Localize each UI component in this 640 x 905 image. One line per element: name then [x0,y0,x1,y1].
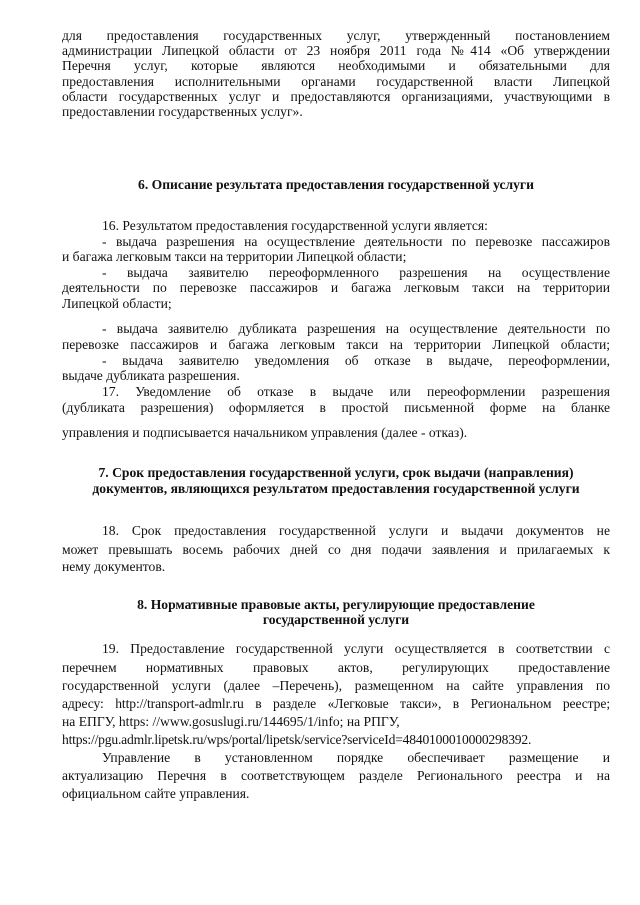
text-line: может превышать восемь рабочих дней со дня подачи заявления и прилагаемых к [62,542,610,557]
text-line: актуализацию Перечня в соответствующем разделе Регионального реестра и на [62,768,610,783]
text-line: официальном сайте управления. [62,786,250,801]
text-line: нему документов. [62,559,166,574]
text-line: государственной услуги (далее –Перечень), размещенном на сайте управления по [62,678,610,693]
text-line: - выдача разрешения на осуществление деятельности по перевозке пассажиров [102,234,610,249]
text-line: области государственных услуг и предоставляются организациями, участвующими в [62,89,610,104]
text-line: перевозке пассажиров и багажа легковым такси на территории Липецкой области; [62,337,610,352]
text-line: 17. Уведомление об отказе в выдаче или переоформлении разрешения [102,384,610,399]
text-line: для предоставления государственных услуг, утвержденный постановлением [62,28,610,43]
text-line: https://pgu.admlr.lipetsk.ru/wps/portal/lipetsk/service?serviceId=4840100010000298392. [62,732,532,747]
text-line: на ЕПГУ, https: //www.gosuslugi.ru/144695/1/info; на РПГУ, [62,714,400,729]
text-line: предоставления исполнительными органами государственной власти Липецкой [62,74,610,89]
paragraph-16: 16. Результатом предоставления государственной услуги является: [102,218,488,233]
text-line: Управление в установленном порядке обеспечивает размещение и [102,750,610,765]
text-line: - выдача заявителю дубликата разрешения на осуществление деятельности по [102,321,610,336]
text-line: предоставлении государственных услуг». [62,104,303,119]
heading-line: государственной услуги [262,612,410,627]
text-line: Перечня услуг, которые являются необходимыми и обязательными для [62,58,610,73]
text-line: выдаче дубликата разрешения. [62,368,240,383]
text-line: адресу: http://transport-admlr.ru в разделе «Легковые такси», в Региональном реестре; [62,696,610,711]
text-line: - выдача заявителю переоформленного разрешения на осуществление [102,265,610,280]
text-line: - выдача заявителю уведомления об отказе в выдаче, переоформлении, [102,353,610,368]
text-line: 18. Срок предоставления государственной услуги и выдачи документов не [102,523,610,538]
text-line: перечнем нормативных правовых актов, регулирующих предоставление [62,660,610,675]
text-line: управления и подписывается начальником управления (далее - отказ). [62,425,468,440]
text-line: Липецкой области; [62,296,172,311]
heading-line: документов, являющихся результатом предоставления государственной услуги [92,481,580,496]
text-line: и багажа легковым такси на территории Липецкой области; [62,249,407,264]
text-line: администрации Липецкой области от 23 ноября 2011 года №414 «Об утверждении [62,43,610,58]
text-line: 19. Предоставление государственной услуги осуществляется в соответствии с [102,641,610,656]
text-line: деятельности по перевозке пассажиров и багажа легковым такси на территории [62,280,610,295]
heading-line: 8. Нормативные правовые акты, регулирующие предоставление [137,597,535,612]
heading-line: 7. Срок предоставления государственной услуги, срок выдачи (направления) [98,465,574,480]
section-6-heading: 6. Описание результата предоставления государственной услуги [138,177,534,192]
text-line: (дубликата разрешения) оформляется в простой письменной форме на бланке [62,400,610,415]
